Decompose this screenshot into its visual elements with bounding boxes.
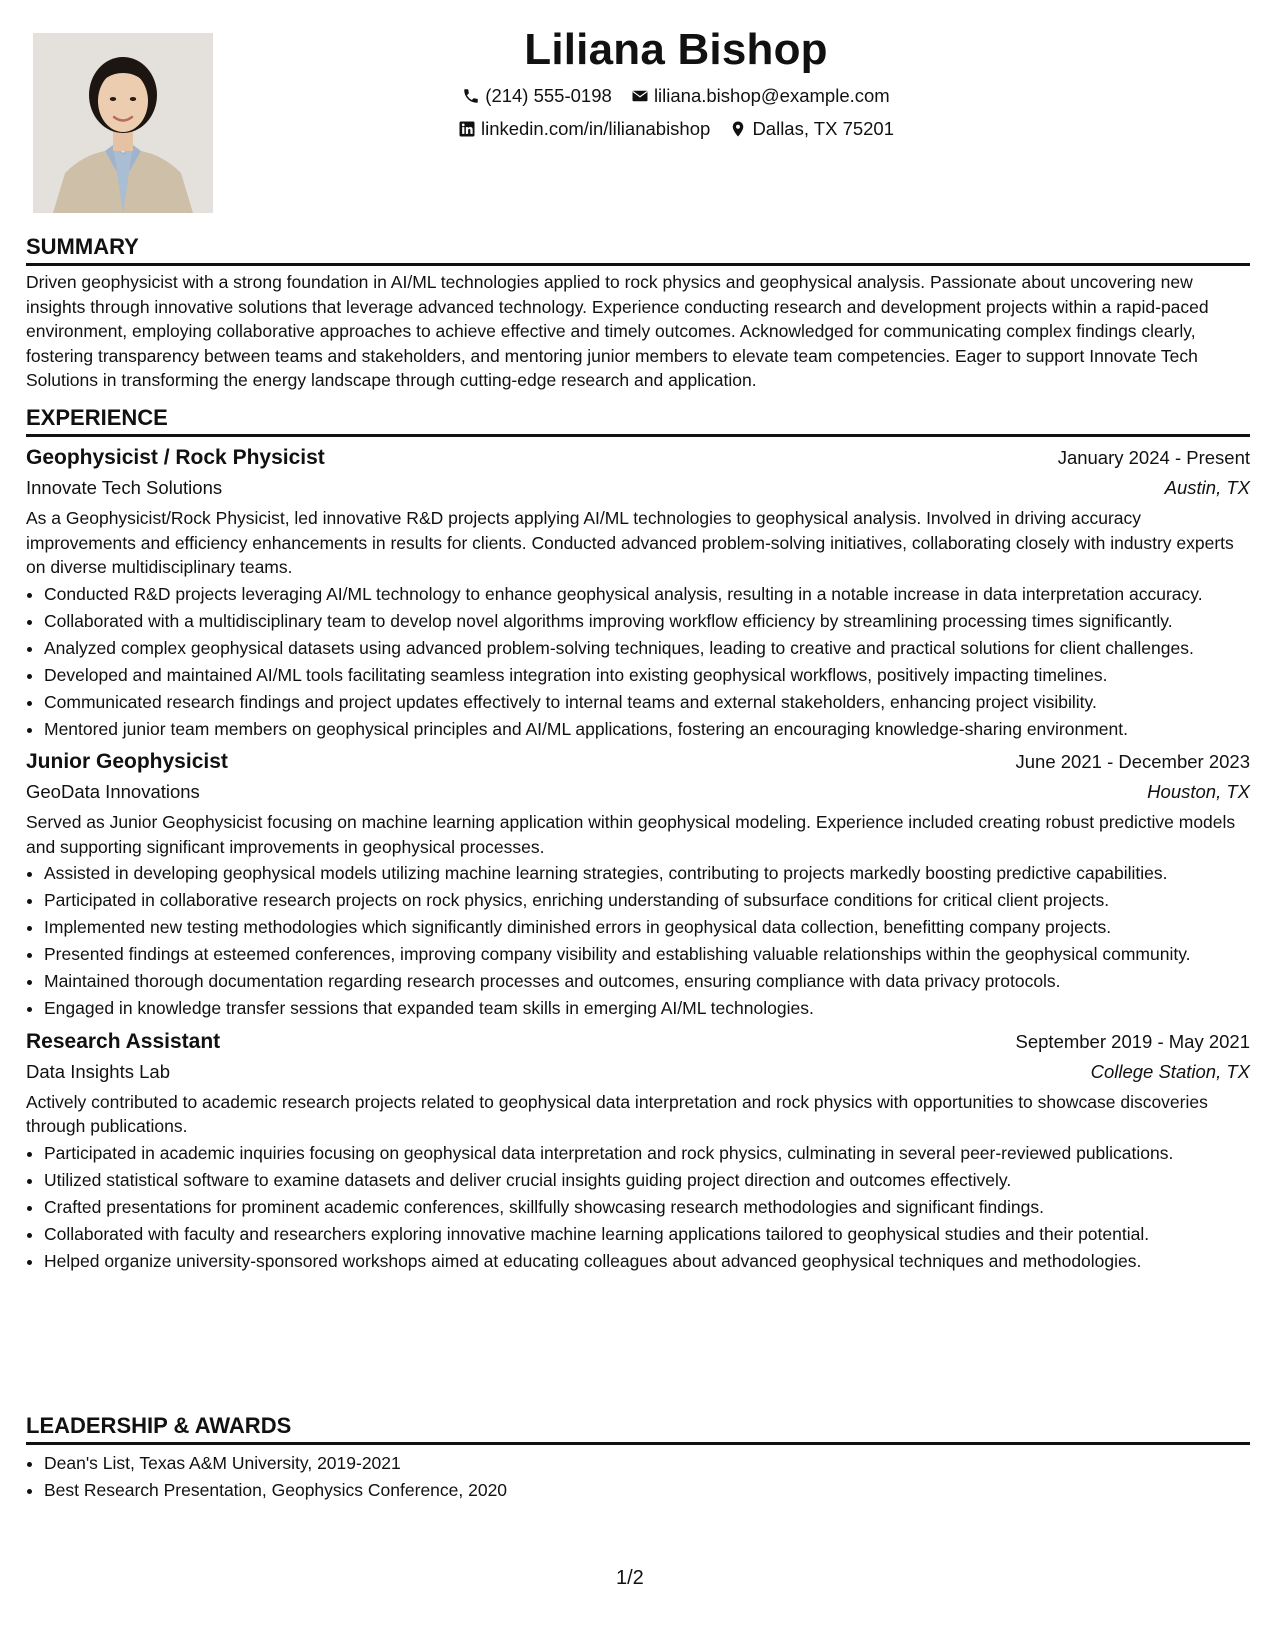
job-description: As a Geophysicist/Rock Physicist, led innovative R&D projects applying AI/ML technologies to geophysical analysis. Involved in driving accuracy improvements and efficiency enhancements in results for clients. Conducted advanced problem-solving initiatives, collaborating closely with industry experts on diverse multidisciplinary teams. [26, 508, 1234, 577]
phone-icon [462, 87, 480, 105]
experience-section [26, 404, 1250, 1276]
linkedin-text: linkedin.com/in/lilianabishop [480, 118, 711, 139]
summary-text: Driven geophysicist with a strong foundation in AI/ML technologies applied to rock physics and geophysical analysis. Passionate about uncovering new insights through innovative solutions that leverage advanced technology. Experience conducting research and development projects within a rapid-paced environment, employing collaborative approaches to achieve effective and timely outcomes. Acknowledged for communicating complex findings clearly, fostering transparency between teams and stakeholders, and mentoring junior members to elevate team competencies. Eager to support Innovate Tech Solutions in transforming the energy landscape through cutting-edge research and application. [26, 272, 1209, 390]
linkedin-icon [458, 120, 476, 138]
summary-heading: SUMMARY [26, 233, 1250, 266]
job-company: GeoData Innovations [26, 781, 200, 802]
list-item: • Participated in academic inquiries focusing on geophysical data interpretation and rock physics, culminating in several peer-reviewed publications. [44, 1141, 1250, 1166]
list-item: • Collaborated with a multidisciplinary team to develop novel algorithms improving workflow efficiency by streamlining processing times significantly. [44, 609, 1250, 634]
list-item: • Helped organize university-sponsored workshops aimed at educating colleagues about advanced geophysical techniques and methodologies. [44, 1249, 1250, 1274]
job-bullets [26, 1141, 1250, 1274]
phone-text: (214) 555-0198 [485, 85, 612, 106]
awards-list [26, 1451, 1250, 1503]
list-item: • Engaged in knowledge transfer sessions that expanded team skills in emerging AI/ML technologies. [44, 996, 1250, 1021]
job-location: Houston, TX [1147, 781, 1250, 802]
summary-section [26, 233, 1250, 393]
list-item: • Developed and maintained AI/ML tools facilitating seamless integration into existing geophysical workflows, positively impacting timelines. [44, 663, 1250, 688]
job-company: Data Insights Lab [26, 1060, 170, 1082]
map-pin-icon [729, 120, 747, 138]
contact-row-2 [366, 117, 986, 144]
profile-photo [33, 33, 213, 213]
contact-phone [462, 84, 612, 108]
job-entry [26, 1027, 1250, 1274]
contact-email[interactable] [631, 84, 890, 108]
job-location: College Station, TX [1090, 1060, 1250, 1082]
list-item: • Utilized statistical software to examine datasets and deliver crucial insights guiding project direction and outcomes effectively. [44, 1168, 1250, 1193]
list-item: • Implemented new testing methodologies which significantly diminished errors in geophysical data collection, benefitting company projects. [44, 915, 1250, 940]
portrait-illustration [33, 33, 213, 213]
job-bullets [26, 861, 1250, 1021]
job-dates: June 2021 - December 2023 [1015, 751, 1250, 772]
job-bullets [26, 582, 1250, 742]
job-location: Austin, TX [1164, 477, 1250, 498]
resume-page [26, 0, 1250, 1650]
job-company: Innovate Tech Solutions [26, 477, 223, 498]
contact-row-1 [366, 84, 986, 111]
job-description: Served as Junior Geophysicist focusing on machine learning application within geophysical modeling. Experience included creating robust predictive models and supporting significant improvements in geophysical processes. [26, 812, 1236, 857]
list-item: • Dean's List, Texas A&M University, 2019-2021 [44, 1451, 1250, 1476]
job-description: Actively contributed to academic research projects related to geophysical data interpretation and rock physics with opportunities to showcase discoveries through publications. [26, 1091, 1208, 1136]
candidate-name: Liliana Bishop [524, 25, 828, 74]
list-item: • Conducted R&D projects leveraging AI/ML technology to enhance geophysical analysis, resulting in a notable increase in data interpretation accuracy. [44, 582, 1250, 607]
leadership-section [26, 1412, 1250, 1505]
contact-location [729, 117, 894, 141]
job-entry [26, 747, 1250, 1021]
job-title: Junior Geophysicist [26, 750, 228, 773]
envelope-icon [631, 87, 649, 105]
location-text: Dallas, TX 75201 [752, 118, 895, 139]
list-item: • Communicated research findings and project updates effectively to internal teams and external stakeholders, enhancing project visibility. [44, 690, 1250, 715]
job-title: Geophysicist / Rock Physicist [26, 446, 325, 469]
list-item: • Assisted in developing geophysical models utilizing machine learning strategies, contributing to projects markedly boosting predictive capabilities. [44, 861, 1250, 886]
list-item: • Maintained thorough documentation regarding research processes and outcomes, ensuring compliance with data privacy protocols. [44, 969, 1250, 994]
job-entry [26, 443, 1250, 741]
list-item: • Collaborated with faculty and researchers exploring innovative machine learning applications tailored to geophysical studies and their potential. [44, 1222, 1250, 1247]
contact-linkedin[interactable] [458, 117, 710, 141]
experience-heading: EXPERIENCE [26, 404, 1250, 437]
job-title: Research Assistant [26, 1029, 221, 1053]
list-item: • Analyzed complex geophysical datasets using advanced problem-solving techniques, leading to creative and practical solutions for client challenges. [44, 636, 1250, 661]
list-item: • Presented findings at esteemed conferences, improving company visibility and establishing valuable relationships within the geophysical community. [44, 942, 1250, 967]
page-number: 1/2 [616, 1567, 644, 1589]
list-item: • Crafted presentations for prominent academic conferences, skillfully showcasing research methodologies and significant findings. [44, 1195, 1250, 1220]
list-item: • Participated in collaborative research projects on rock physics, enriching understanding of subsurface conditions for critical client projects. [44, 888, 1250, 913]
email-text: liliana.bishop@example.com [653, 85, 890, 106]
leadership-heading: LEADERSHIP & AWARDS [26, 1412, 1250, 1445]
job-dates: September 2019 - May 2021 [1015, 1030, 1250, 1052]
resume-header [366, 22, 986, 144]
job-dates: January 2024 - Present [1057, 447, 1250, 468]
list-item: • Mentored junior team members on geophysical principles and AI/ML applications, fostering an encouraging knowledge-sharing environment. [44, 717, 1250, 742]
list-item: • Best Research Presentation, Geophysics Conference, 2020 [44, 1478, 1250, 1503]
